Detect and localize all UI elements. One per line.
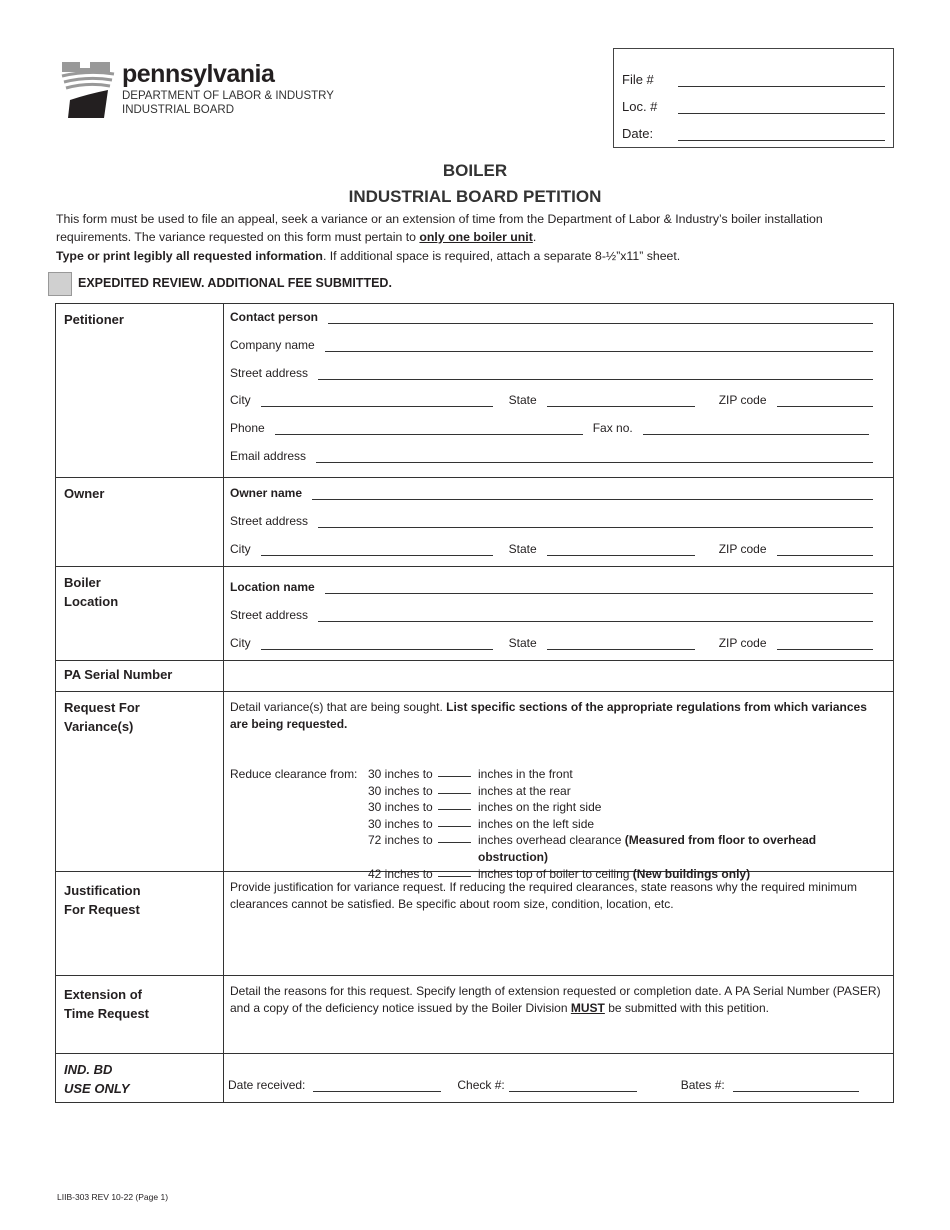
variance-label: Request For Variance(s) <box>56 692 224 871</box>
reduce-clearance-label: Reduce clearance from: <box>230 767 358 781</box>
clearance-from: 72 inches to <box>368 833 433 848</box>
owner-section <box>56 478 893 567</box>
clearance-description: inches at the rear <box>478 783 571 798</box>
check-label: Check #: <box>457 1078 505 1092</box>
location-name-field[interactable] <box>325 582 873 594</box>
variance-instructions: Detail variance(s) that are being sought. List specific sections of the appropriate regulations from which variances are being requested. <box>230 700 867 731</box>
fax-label: Fax no. <box>592 421 633 436</box>
boiler-location-section <box>56 567 893 661</box>
location-zip-field[interactable] <box>777 638 873 650</box>
owner-state-field[interactable] <box>547 544 695 556</box>
serial-number-label: PA Serial Number <box>56 661 224 691</box>
location-street-label: Street address <box>230 607 309 622</box>
clearance-from: 30 inches to <box>368 783 433 798</box>
owner-name-field[interactable] <box>312 488 873 500</box>
serial-number-section <box>56 661 893 692</box>
clearance-input[interactable] <box>438 766 471 777</box>
keystone-logo-icon <box>58 60 118 120</box>
clearance-description: inches on the right side <box>478 800 602 815</box>
extension-instructions: Detail the reasons for this request. Specify length of extension requested or completion date. A PA Serial Number (PASER) and a copy of the deficiency notice issued by the Boiler Division MUST be submitted with this petition. <box>230 984 881 1015</box>
pa-logo <box>58 60 348 120</box>
office-file-box <box>613 48 894 148</box>
company-name-field[interactable] <box>325 340 873 352</box>
spacer <box>230 832 368 865</box>
location-street-field[interactable] <box>318 610 873 622</box>
clearance-description: inches overhead clearance (Measured from floor to overhead obstruction) <box>478 833 817 864</box>
extension-label: Extension of Time Request <box>56 976 224 1053</box>
spacer <box>230 799 368 816</box>
board-name: INDUSTRIAL BOARD <box>122 104 235 116</box>
petitioner-zip-field[interactable] <box>777 395 873 407</box>
petitioner-section <box>56 304 893 478</box>
boiler-location-label: Boiler Location <box>56 567 224 660</box>
serial-number-field[interactable] <box>224 661 893 691</box>
city-label: City <box>230 393 251 408</box>
owner-state-label: State <box>508 541 537 556</box>
clearance-description: inches on the left side <box>478 816 595 831</box>
check-number-field[interactable] <box>509 1080 637 1092</box>
petition-table <box>55 303 894 1103</box>
clearance-from: 42 inches to <box>368 866 433 881</box>
bates-number-field[interactable] <box>733 1080 859 1092</box>
company-label: Company name <box>230 337 315 352</box>
owner-zip-field[interactable] <box>777 544 873 556</box>
bates-label: Bates #: <box>680 1078 725 1092</box>
office-use-label: IND. BD USE ONLY <box>56 1054 224 1102</box>
logo-wordmark: pennsylvania <box>122 60 275 88</box>
clearance-from: 30 inches to <box>368 800 433 815</box>
fax-field[interactable] <box>643 423 869 435</box>
email-field[interactable] <box>316 451 873 463</box>
clearance-from: 30 inches to <box>368 816 433 831</box>
form-title-line1: BOILER <box>442 161 508 180</box>
office-use-section <box>56 1054 893 1102</box>
owner-street-label: Street address <box>230 513 309 528</box>
owner-label: Owner <box>56 478 224 566</box>
date-label: Date: <box>622 126 654 141</box>
clearance-input[interactable] <box>438 783 471 794</box>
owner-name-label: Owner name <box>230 486 303 500</box>
department-name: DEPARTMENT OF LABOR & INDUSTRY <box>122 90 334 102</box>
justification-instructions: Provide justification for variance request. If reducing the required clearances, state reasons why the required minimum clearances cannot be satisfied. Be specific about room size, condition, location, etc. <box>230 880 857 911</box>
clearance-input[interactable] <box>438 816 471 827</box>
date-field[interactable] <box>678 127 885 141</box>
owner-city-field[interactable] <box>261 544 493 556</box>
loc-number-field[interactable] <box>678 100 885 114</box>
location-city-label: City <box>230 635 251 650</box>
phone-label: Phone <box>230 421 265 436</box>
date-received-label: Date received: <box>228 1078 306 1092</box>
owner-zip-label: ZIP code <box>718 541 767 556</box>
loc-label: Loc. # <box>622 99 658 114</box>
petitioner-state-field[interactable] <box>547 395 695 407</box>
clearance-description: inches in the front <box>478 767 573 781</box>
date-received-field[interactable] <box>313 1080 441 1092</box>
variance-section <box>56 692 893 881</box>
location-state-label: State <box>508 635 537 650</box>
file-number-field[interactable] <box>678 73 885 87</box>
phone-field[interactable] <box>275 423 583 435</box>
instruction-paragraph: Type or print legibly all requested information. If additional space is required, attach a separate 8-½”x11” sheet. <box>56 249 681 263</box>
form-title-line2: INDUSTRIAL BOARD PETITION <box>348 187 602 206</box>
expedited-checkbox[interactable] <box>48 272 72 296</box>
petitioner-city-field[interactable] <box>261 395 493 407</box>
state-label: State <box>508 393 537 408</box>
owner-street-field[interactable] <box>318 516 873 528</box>
contact-label: Contact person <box>230 310 319 324</box>
clearance-input[interactable] <box>438 799 471 810</box>
petitioner-label: Petitioner <box>56 304 224 477</box>
extension-section <box>56 976 893 1054</box>
spacer <box>230 783 368 800</box>
form-number: LIIB-303 REV 10-22 (Page 1) <box>57 1192 169 1202</box>
intro-paragraph: This form must be used to file an appeal, seek a variance or an extension of time from the Department of Labor & Industry’s boiler installation requirements. The variance requested on this form must pertain to only one boiler unit. <box>56 212 823 244</box>
location-zip-label: ZIP code <box>718 635 767 650</box>
clearance-input[interactable] <box>438 832 471 843</box>
contact-person-field[interactable] <box>328 312 873 324</box>
street-label: Street address <box>230 365 309 380</box>
spacer <box>230 816 368 833</box>
file-label: File # <box>622 72 654 87</box>
variance-field[interactable] <box>224 692 893 881</box>
extension-field[interactable] <box>224 976 893 1053</box>
justification-label: Justification For Request <box>56 872 224 975</box>
clearance-from: 30 inches to <box>368 767 433 781</box>
petitioner-street-field[interactable] <box>318 368 873 380</box>
location-state-field[interactable] <box>547 638 695 650</box>
expedited-label: EXPEDITED REVIEW. ADDITIONAL FEE SUBMITTED. <box>78 276 392 290</box>
zip-label: ZIP code <box>718 393 767 408</box>
clearance-list <box>230 766 881 882</box>
email-label: Email address <box>230 448 307 463</box>
owner-city-label: City <box>230 541 251 556</box>
location-city-field[interactable] <box>261 638 493 650</box>
justification-section <box>56 872 893 976</box>
location-name-label: Location name <box>230 580 315 594</box>
justification-field[interactable] <box>224 872 893 975</box>
clearance-description: inches top of boiler to ceiling (New buildings only) <box>478 866 751 881</box>
